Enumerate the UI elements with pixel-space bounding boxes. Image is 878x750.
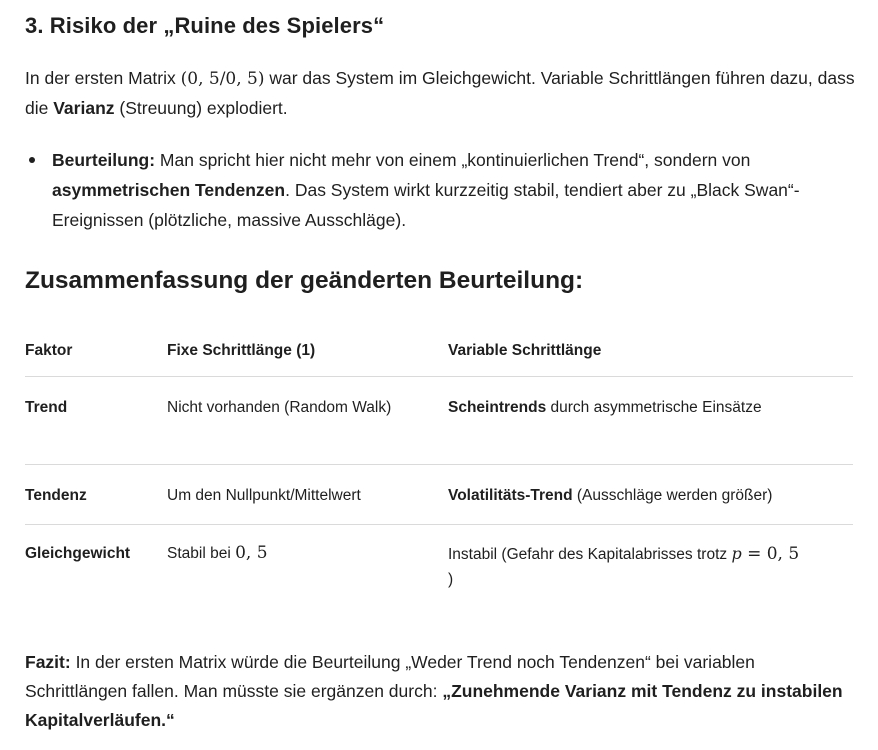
cell-variable: [448, 524, 853, 606]
intro-text-1: In der ersten Matrix: [25, 68, 181, 88]
intro-text-3: (Streuung) explodiert.: [114, 98, 288, 118]
conclusion-label: Fazit:: [25, 652, 71, 672]
cell-variable: [448, 376, 853, 464]
table-row: [25, 376, 853, 464]
cell-variable-text: (Ausschläge werden größer): [572, 486, 773, 504]
bullet-text-2: . Das System wirkt kurzzeitig stabil, tendiert aber zu „Black Swan“-Ereignissen (plötzliche, massive Ausschläge).: [52, 180, 800, 230]
cell-variable-close: ): [448, 570, 454, 588]
summary-heading: Zusammenfassung der geänderten Beurteilung:: [25, 267, 584, 294]
header-variable: Variable Schrittlänge: [448, 329, 853, 376]
conclusion-paragraph: [25, 648, 855, 735]
matrix-formula: (0, 5/0, 5): [180, 69, 265, 89]
table-header-row: [25, 329, 853, 376]
bullet-label: Beurteilung:: [52, 150, 156, 170]
table-row: [25, 464, 853, 524]
section-heading: 3. Risiko der „Ruine des Spielers“: [25, 13, 385, 38]
cell-fixed: [167, 524, 448, 606]
header-factor: Faktor: [25, 329, 167, 376]
bullet-bold-term: asymmetrischen Tendenzen: [52, 180, 286, 200]
list-item: [25, 145, 855, 235]
cell-variable-text: Instabil (Gefahr des Kapitalabrisses trotz: [448, 545, 732, 563]
cell-variable: [448, 464, 853, 524]
cell-variable-bold: Volatilitäts-Trend: [448, 486, 573, 504]
math-equals-value: = 0, 5: [741, 543, 800, 564]
conclusion-bold: „Zunehmende Varianz mit Tendenz zu instabilen Kapitalverläufen.“: [25, 681, 843, 730]
cell-fixed: Um den Nullpunkt/Mittelwert: [167, 464, 448, 524]
cell-variable-bold: Scheintrends: [448, 398, 547, 416]
variance-term: Varianz: [53, 98, 115, 118]
cell-factor: Tendenz: [25, 464, 167, 524]
table-row: [25, 524, 853, 606]
intro-text-2: war das System im Gleichgewicht. Variable Schrittlängen führen dazu, dass die: [25, 68, 855, 118]
conclusion-text: In der ersten Matrix würde die Beurteilung „Weder Trend noch Tendenzen“ bei variablen Schrittlängen fallen. Man müsste sie ergänzen durch:: [25, 652, 755, 701]
cell-factor: Gleichgewicht: [25, 544, 131, 562]
cell-fixed-math: 0, 5: [235, 542, 268, 563]
header-fixed: Fixe Schrittlänge (1): [167, 329, 448, 376]
cell-fixed-text: Stabil bei: [167, 544, 236, 562]
intro-paragraph: [25, 64, 855, 123]
comparison-table: [25, 329, 853, 606]
cell-factor: Trend: [25, 376, 167, 464]
bullet-text-1: Man spricht hier nicht mehr von einem „kontinuierlichen Trend“, sondern von: [155, 150, 751, 170]
bullet-list: [25, 145, 855, 235]
cell-variable-text: durch asymmetrische Einsätze: [546, 398, 762, 416]
math-variable-p: p: [731, 543, 742, 563]
cell-fixed: Nicht vorhanden (Random Walk): [167, 376, 448, 464]
